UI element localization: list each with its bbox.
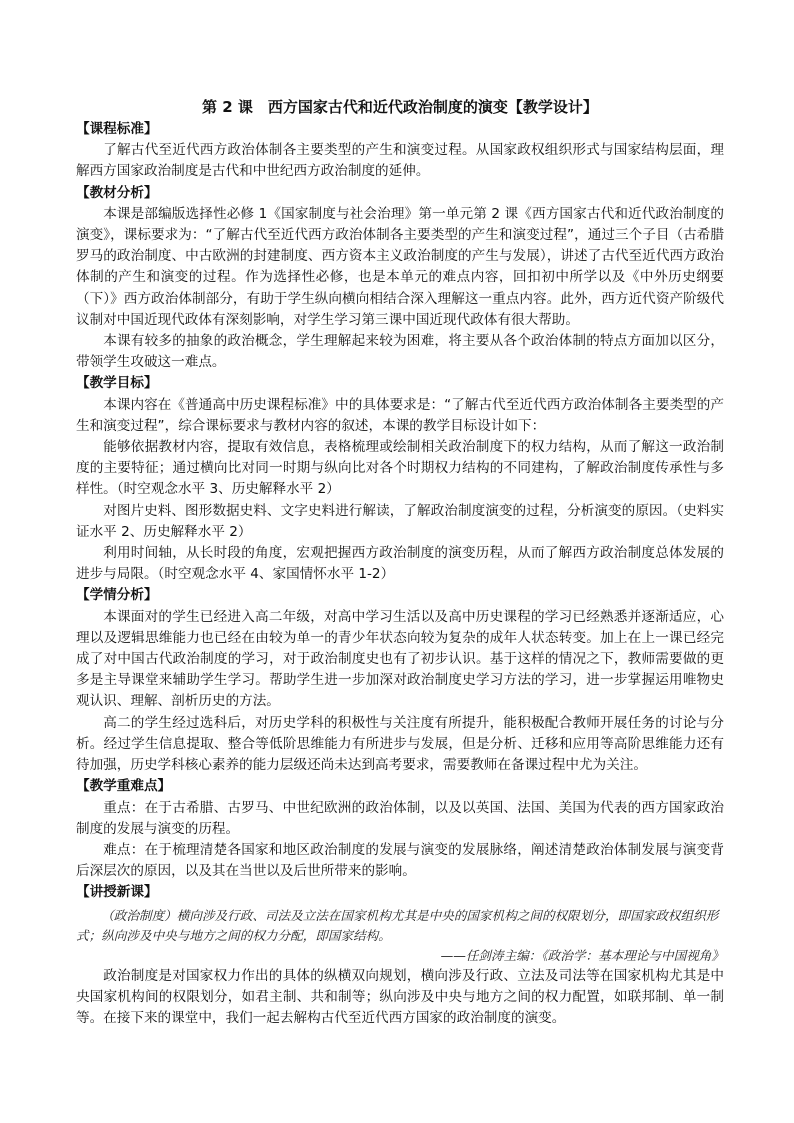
paragraph: 本课面对的学生已经进入高二年级，对高中学习生活以及高中历史课程的学习已经熟悉并逐渐适应，心理以及逻辑思维能力也已经在由较为单一的青少年状态向较为复杂的成年人状态转变。加上在上一课已经完成了对中国古代政治制度的学习，对于政治制度史也有了初步认识。基于这样的情况之下，教师需要做的更多是主导课堂来辅助学生学习。帮助学生进一步加深对政治制度史学习方法的学习，进一步掌握运用唯物史观认识、理解、剖析历史的方法。 — [76, 608, 724, 710]
section-heading: 【教材分析】 — [76, 184, 158, 201]
section-teaching-objectives — [76, 373, 724, 585]
section-heading: 【讲授新课】 — [76, 884, 158, 901]
paragraph: 了解古代至近代西方政治体制各主要类型的产生和演变过程。从国家政权组织形式与国家结构层面，理解西方国家政治制度是古代和中世纪西方政治制度的延伸。 — [76, 142, 724, 180]
section-heading: 【教学目标】 — [76, 375, 158, 392]
section-student-analysis — [76, 585, 724, 776]
quotation: （政治制度）横向涉及行政、司法及立法在国家机构尤其是中央的国家机构之间的权限划分，即国家政权组织形式；纵向涉及中央与地方之间的权力分配，即国家结构。 — [76, 907, 719, 943]
quotation-source: ——任剑涛主编：《政治学：基本理论与中国视角》 — [440, 947, 724, 963]
section-new-lesson — [76, 882, 724, 1029]
paragraph: 本课有较多的抽象的政治概念，学生理解起来较为困难，将主要从各个政治体制的特点方面加以区分，带领学生攻破这一难点。 — [76, 333, 724, 371]
section-heading: 【学情分析】 — [76, 587, 158, 604]
paragraph: 对图片史料、图形数据史料、文字史料进行解读，了解政治制度演变的过程，分析演变的原因。（史料实证水平 2、历史解释水平 2） — [76, 502, 724, 540]
section-key-difficult-points — [76, 776, 724, 882]
section-course-standard — [76, 119, 724, 183]
section-textbook-analysis — [76, 183, 724, 374]
paragraph: 高二的学生经过选科后，对历史学科的积极性与关注度有所提升，能积极配合教师开展任务的讨论与分析。经过学生信息提取、整合等低阶思维能力有所进步与发展，但是分析、迁移和应用等高阶思维能力还有待加强，历史学科核心素养的能力层级还尚未达到高考要求，需要教师在备课过程中尤为关注。 — [76, 714, 724, 774]
lesson-title: 第 2 课 西方国家古代和近代政治制度的演变【教学设计】 — [202, 98, 598, 116]
paragraph: 能够依据教材内容，提取有效信息，表格梳理或绘制相关政治制度下的权力结构，从而了解这一政治制度的主要特征；通过横向比对同一时期与纵向比对各个时期权力结构的不同建构，了解政治制度传承性与多样性。（时空观念水平 3、历史解释水平 2） — [76, 439, 724, 498]
section-heading: 【课程标准】 — [76, 121, 158, 137]
paragraph: 重点：在于古希腊、古罗马、中世纪欧洲的政治体制，以及以英国、法国、美国为代表的西方国家政治制度的发展与演变的历程。 — [76, 799, 724, 837]
paragraph: 难点：在于梳理清楚各国家和地区政治制度的发展与演变的发展脉络，阐述清楚政治体制发展与演变背后深层次的原因，以及其在当世以及后世所带来的影响。 — [76, 841, 724, 880]
section-heading: 【教学重难点】 — [76, 778, 172, 795]
document-body — [76, 96, 724, 1029]
paragraph: 本课是部编版选择性必修 1《国家制度与社会治理》第一单元第 2 课《西方国家古代和近代政治制度的演变》，课标要求为：“了解古代至近代西方政治体制各主要类型的产生和演变过程”，通过三个子目（古希腊罗马的政治制度、中古欧洲的封建制度、西方资本主义政治制度的产生与发展），讲述了古代至近代西方政治体制的产生和演变的过程。作为选择性必修，也是本单元的难点内容，回扣初中所学以及《中外历史纲要（下）》西方政治体制部分，有助于学生纵向横向相结合深入理解这一重点内容。此外，西方近代资产阶级代议制对中国近现代政体有深刻影响，对学生学习第三课中国近现代政体有很大帮助。 — [76, 205, 724, 328]
paragraph: 利用时间轴，从长时段的角度，宏观把握西方政治制度的演变历程，从而了解西方政治制度总体发展的进步与局限。（时空观念水平 4、家国情怀水平 1-2） — [76, 545, 724, 583]
paragraph: 政治制度是对国家权力作出的具体的纵横双向规划，横向涉及行政、立法及司法等在国家机构尤其是中央国家机构间的权限划分，如君主制、共和制等；纵向涉及中央与地方之间的权力配置，如联邦制、单一制等。在接下来的课堂中，我们一起去解构古代至近代西方国家的政治制度的演变。 — [76, 967, 724, 1026]
paragraph: 本课内容在《普通高中历史课程标准》中的具体要求是：“了解古代至近代西方政治体制各主要类型的产生和演变过程”，综合课标要求与教材内容的叙述，本课的教学目标设计如下： — [76, 396, 724, 434]
